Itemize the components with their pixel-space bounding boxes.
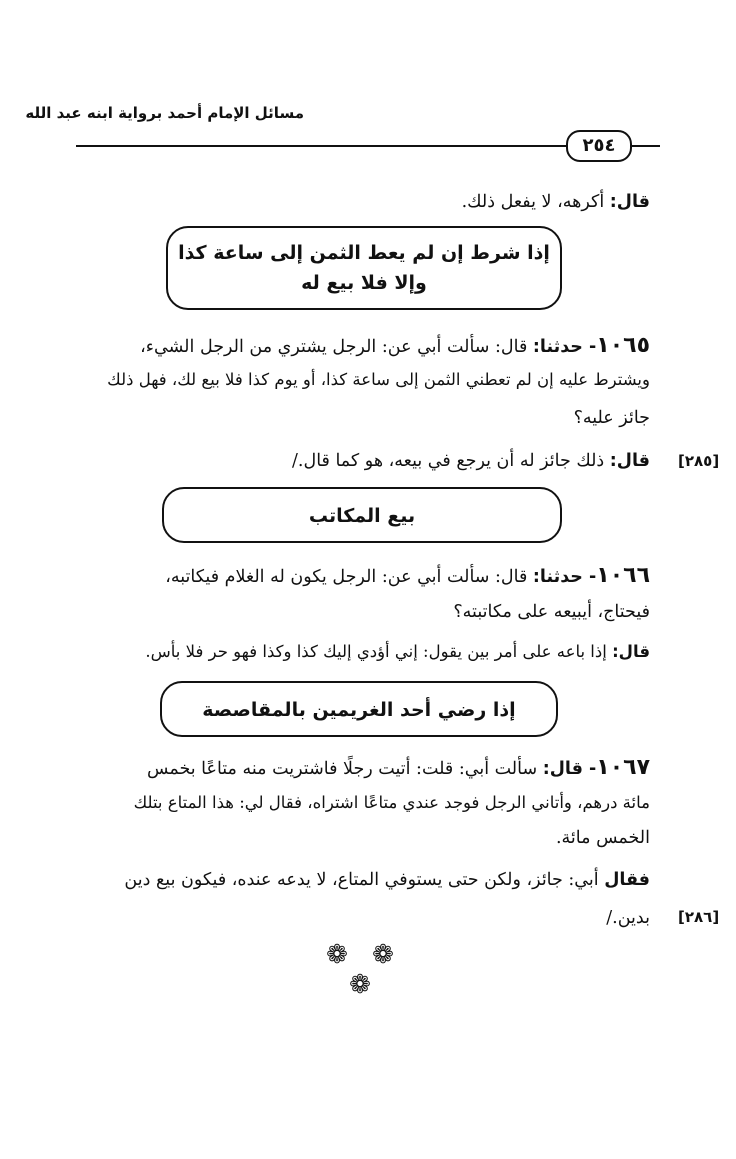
hadith-text: سألت أبي: قلت: أتيت رجلًا فاشتريت منه متاعًا بخمس [147, 759, 543, 779]
hadith-label: - قال: [542, 759, 597, 779]
hadith-label: - حدثنا: [532, 337, 597, 357]
hadith-line: ويشترط عليه إن لم تعطني الثمن إلى ساعة كذا، أو يوم كذا فلا بيع لك، فهل ذلك [107, 370, 650, 389]
flower-ornament-icon: ❁ ❁ ❁ [326, 940, 402, 1000]
running-header: مسائل الإمام أحمد برواية ابنه عبد الله [25, 104, 304, 122]
hadith-text: قال: سألت أبي عن: الرجل يكون له الغلام فيكاتبه، [165, 567, 533, 587]
answer-line [124, 866, 650, 894]
section-heading-line-1: إذا شرط إن لم يعط الثمن إلى ساعة كذا [178, 242, 550, 264]
page-number: ٢٥٤ [566, 130, 632, 162]
hadith-number: ١٠٦٧ [596, 755, 650, 780]
hadith-number: ١٠٦٥ [596, 333, 650, 358]
hadith-line [165, 562, 650, 591]
hadith-line [140, 332, 650, 361]
hadith-text: قال: سألت أبي عن: الرجل يشتري من الرجل الشيء، [140, 337, 533, 357]
answer-text: إذا باعه على أمر بين يقول: إني أؤدي إليك كذا وكذا فهو حر فلا بأس. [145, 642, 613, 661]
manuscript-folio-marker: [٢٨٦] [678, 908, 720, 926]
answer-line [462, 188, 650, 216]
section-heading-line-2: وإلا فلا بيع له [301, 272, 427, 294]
answer-text: أكرهه، لا يفعل ذلك. [461, 192, 610, 212]
hadith-number: ١٠٦٦ [596, 563, 650, 588]
hadith-line: الخمس مائة. [555, 828, 650, 848]
hadith-line: مائة درهم، وأتاني الرجل فوجد عندي متاعًا اشتراه، فقال لي: هذا المتاع بتلك [133, 793, 650, 812]
section-heading-line-1: إذا رضي أحد الغريمين بالمقاصصة [202, 699, 516, 721]
answer-label: فقال [604, 870, 650, 890]
answer-label: قال: [609, 192, 650, 212]
answer-label: قال: [612, 642, 650, 661]
answer-line: بدين./ [606, 908, 650, 928]
hadith-line [147, 754, 650, 783]
answer-label: قال: [609, 451, 650, 471]
section-heading-box [162, 487, 562, 543]
hadith-line: فيحتاج، أيبيعه على مكاتبته؟ [453, 602, 650, 622]
answer-line [292, 447, 650, 475]
hadith-label: - حدثنا: [532, 567, 597, 587]
manuscript-folio-marker: [٢٨٥] [678, 452, 720, 470]
answer-text: أبي: جائز، ولكن حتى يستوفي المتاع، لا يدعه عنده، فيكون بيع دين [124, 870, 605, 890]
hadith-line: جائز عليه؟ [573, 408, 650, 428]
section-heading-line-1: بيع المكاتب [308, 505, 416, 527]
section-heading-box [160, 681, 558, 737]
answer-text: ذلك جائز له أن يرجع في بيعه، هو كما قال./ [292, 451, 610, 471]
answer-line [145, 638, 650, 666]
section-heading-box [166, 226, 562, 310]
